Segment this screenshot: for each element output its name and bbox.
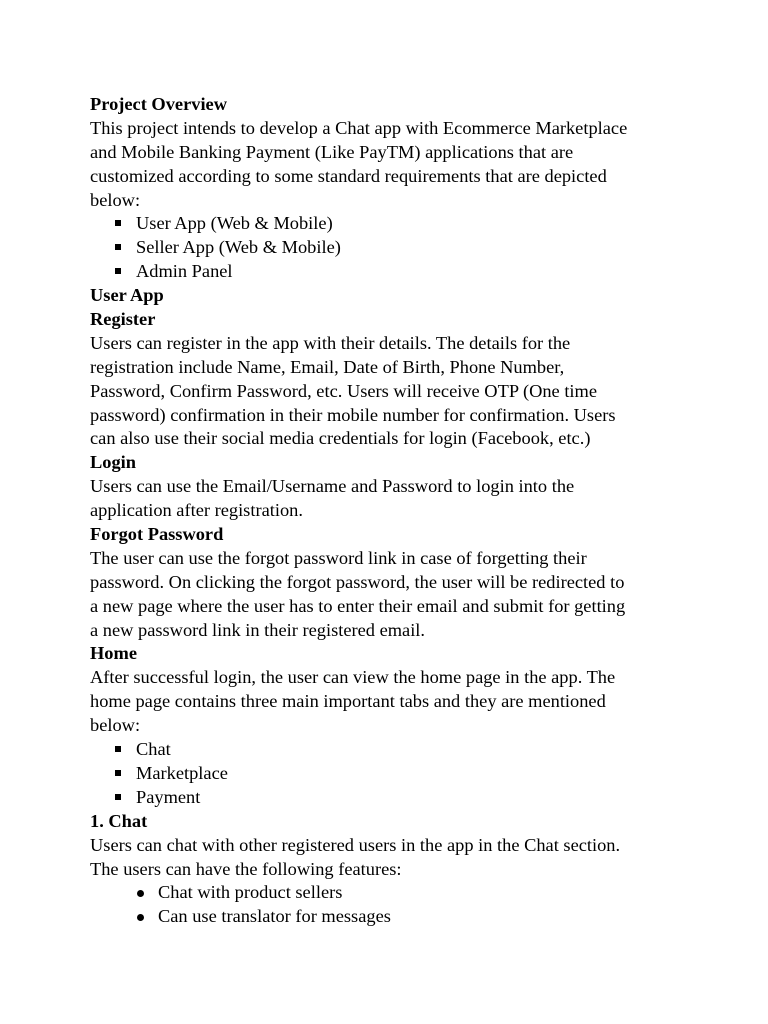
paragraph-line: Users can chat with other registered users in the app in the Chat section. bbox=[90, 834, 621, 855]
register-paragraph bbox=[90, 332, 690, 451]
login-paragraph bbox=[90, 475, 690, 523]
paragraph-line: Users can register in the app with their details. The details for the bbox=[90, 332, 571, 353]
paragraph-line: Password, Confirm Password, etc. Users will receive OTP (One time bbox=[90, 380, 598, 401]
square-bullet-icon bbox=[115, 770, 121, 776]
paragraph-line: can also use their social media credentials for login (Facebook, etc.) bbox=[90, 428, 591, 449]
paragraph-line: After successful login, the user can view the home page in the app. The bbox=[90, 667, 616, 688]
paragraph-line: a new page where the user has to enter their email and submit for getting bbox=[90, 595, 626, 616]
list-item-text: Chat bbox=[136, 739, 171, 760]
list-item-text: Admin Panel bbox=[136, 261, 233, 282]
list-item-text: Can use translator for messages bbox=[158, 906, 391, 927]
list-item bbox=[90, 762, 690, 786]
square-bullet-icon bbox=[115, 244, 121, 250]
home-paragraph bbox=[90, 666, 690, 738]
list-item bbox=[90, 236, 690, 260]
list-item bbox=[90, 738, 690, 762]
paragraph-line: a new password link in their registered email. bbox=[90, 619, 426, 640]
paragraph-line: customized according to some standard requirements that are depicted bbox=[90, 165, 607, 186]
list-item-text: User App (Web & Mobile) bbox=[136, 213, 333, 234]
list-item bbox=[90, 260, 690, 284]
list-item bbox=[90, 905, 690, 929]
paragraph-line: registration include Name, Email, Date of Birth, Phone Number, bbox=[90, 356, 565, 377]
chat-paragraph bbox=[90, 834, 690, 882]
user-app-heading: User App bbox=[90, 285, 164, 306]
list-item bbox=[90, 786, 690, 810]
forgot-password-paragraph bbox=[90, 547, 690, 643]
login-heading: Login bbox=[90, 452, 136, 473]
register-heading: Register bbox=[90, 309, 156, 330]
chat-features-list bbox=[90, 881, 690, 929]
list-item-text: Chat with product sellers bbox=[158, 882, 343, 903]
square-bullet-icon bbox=[115, 746, 121, 752]
paragraph-line: below: bbox=[90, 189, 141, 210]
apps-list bbox=[90, 212, 690, 284]
list-item bbox=[90, 881, 690, 905]
paragraph-line: password) confirmation in their mobile number for confirmation. Users bbox=[90, 404, 616, 425]
paragraph-line: Users can use the Email/Username and Password to login into the bbox=[90, 476, 575, 497]
list-item-text: Marketplace bbox=[136, 762, 228, 783]
paragraph-line: and Mobile Banking Payment (Like PayTM) applications that are bbox=[90, 141, 574, 162]
square-bullet-icon bbox=[115, 268, 121, 274]
paragraph-line: The user can use the forgot password link in case of forgetting their bbox=[90, 547, 587, 568]
chat-heading: 1. Chat bbox=[90, 810, 148, 831]
project-overview-paragraph bbox=[90, 117, 690, 213]
paragraph-line: application after registration. bbox=[90, 500, 303, 521]
paragraph-line: password. On clicking the forgot password, the user will be redirected to bbox=[90, 571, 625, 592]
list-item-text: Seller App (Web & Mobile) bbox=[136, 237, 341, 258]
paragraph-line: below: bbox=[90, 715, 141, 736]
list-item bbox=[90, 212, 690, 236]
paragraph-line: This project intends to develop a Chat app with Ecommerce Marketplace bbox=[90, 117, 628, 138]
document-page bbox=[90, 93, 690, 929]
square-bullet-icon bbox=[115, 794, 121, 800]
paragraph-line: The users can have the following features: bbox=[90, 858, 402, 879]
disc-bullet-icon bbox=[137, 890, 144, 897]
home-heading: Home bbox=[90, 643, 137, 664]
disc-bullet-icon bbox=[137, 914, 144, 921]
square-bullet-icon bbox=[115, 220, 121, 226]
home-tabs-list bbox=[90, 738, 690, 810]
project-overview-heading: Project Overview bbox=[90, 94, 228, 114]
paragraph-line: home page contains three main important tabs and they are mentioned bbox=[90, 691, 606, 712]
list-item-text: Payment bbox=[136, 786, 201, 807]
forgot-password-heading: Forgot Password bbox=[90, 524, 224, 545]
